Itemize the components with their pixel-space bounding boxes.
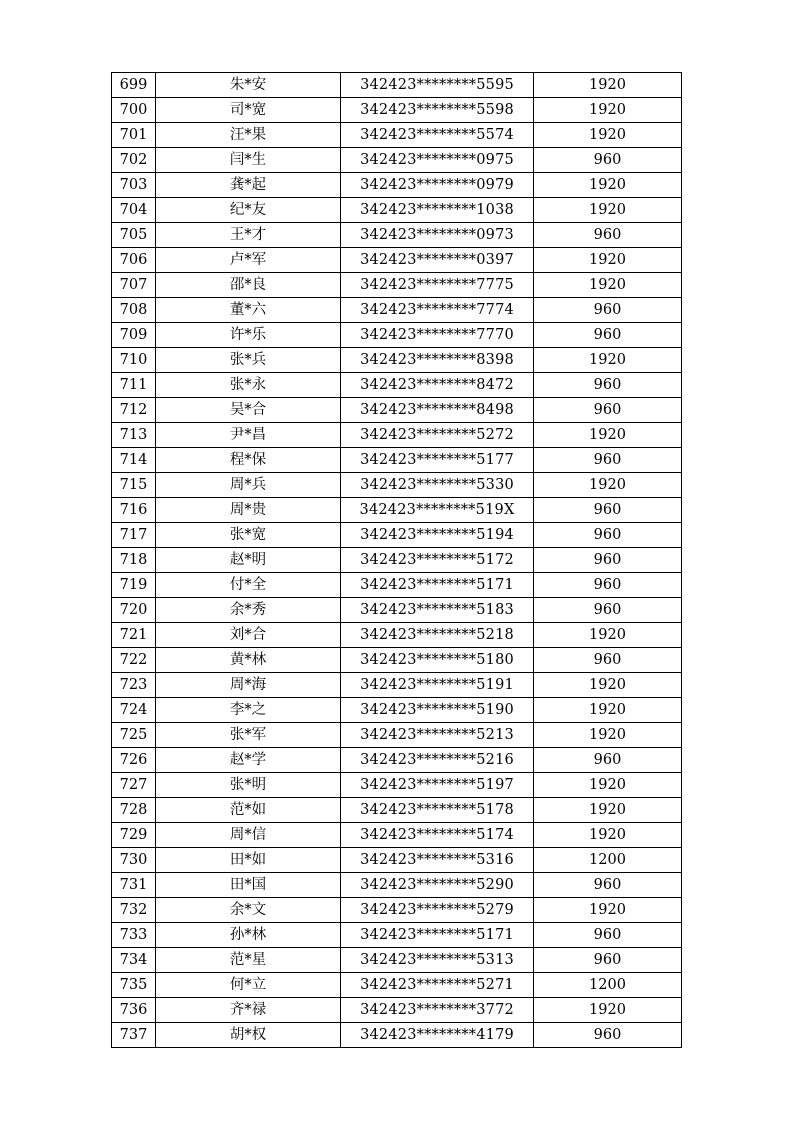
row-number-cell: 706 <box>112 248 156 273</box>
amount-cell: 1920 <box>534 773 682 798</box>
id-number-cell: 342423********5171 <box>341 923 534 948</box>
name-cell: 范*星 <box>156 948 341 973</box>
amount-cell: 960 <box>534 948 682 973</box>
id-number-cell: 342423********5598 <box>341 98 534 123</box>
amount-cell: 1920 <box>534 673 682 698</box>
amount-cell: 960 <box>534 298 682 323</box>
name-cell: 周*信 <box>156 823 341 848</box>
name-cell: 余*文 <box>156 898 341 923</box>
row-number-cell: 723 <box>112 673 156 698</box>
row-number-cell: 737 <box>112 1023 156 1048</box>
id-number-cell: 342423********5174 <box>341 823 534 848</box>
id-number-cell: 342423********0973 <box>341 223 534 248</box>
row-number-cell: 714 <box>112 448 156 473</box>
row-number-cell: 731 <box>112 873 156 898</box>
row-number-cell: 733 <box>112 923 156 948</box>
amount-cell: 1200 <box>534 848 682 873</box>
amount-cell: 960 <box>534 373 682 398</box>
id-number-cell: 342423********5183 <box>341 598 534 623</box>
id-number-cell: 342423********5178 <box>341 798 534 823</box>
name-cell: 余*秀 <box>156 598 341 623</box>
table-row <box>112 598 682 623</box>
id-number-cell: 342423********5271 <box>341 973 534 998</box>
name-cell: 赵*学 <box>156 748 341 773</box>
row-number-cell: 724 <box>112 698 156 723</box>
id-number-cell: 342423********5216 <box>341 748 534 773</box>
table-row <box>112 198 682 223</box>
table-row <box>112 398 682 423</box>
amount-cell: 1920 <box>534 473 682 498</box>
id-number-cell: 342423********5172 <box>341 548 534 573</box>
table-row <box>112 98 682 123</box>
amount-cell: 960 <box>534 498 682 523</box>
table-row <box>112 748 682 773</box>
table-row <box>112 973 682 998</box>
table-row <box>112 148 682 173</box>
amount-cell: 1920 <box>534 123 682 148</box>
table-row <box>112 948 682 973</box>
table-row <box>112 998 682 1023</box>
id-number-cell: 342423********8498 <box>341 398 534 423</box>
name-cell: 王*才 <box>156 223 341 248</box>
amount-cell: 1920 <box>534 198 682 223</box>
name-cell: 汪*果 <box>156 123 341 148</box>
amount-cell: 960 <box>534 448 682 473</box>
amount-cell: 1920 <box>534 623 682 648</box>
id-number-cell: 342423********5279 <box>341 898 534 923</box>
amount-cell: 960 <box>534 523 682 548</box>
id-number-cell: 342423********5171 <box>341 573 534 598</box>
row-number-cell: 732 <box>112 898 156 923</box>
id-number-cell: 342423********5218 <box>341 623 534 648</box>
name-cell: 赵*明 <box>156 548 341 573</box>
id-number-cell: 342423********5190 <box>341 698 534 723</box>
amount-cell: 1920 <box>534 73 682 98</box>
table-row <box>112 623 682 648</box>
amount-cell: 1920 <box>534 823 682 848</box>
name-cell: 董*六 <box>156 298 341 323</box>
row-number-cell: 728 <box>112 798 156 823</box>
id-number-cell: 342423********5194 <box>341 523 534 548</box>
name-cell: 司*宽 <box>156 98 341 123</box>
table-row <box>112 823 682 848</box>
name-cell: 胡*权 <box>156 1023 341 1048</box>
amount-cell: 1920 <box>534 423 682 448</box>
id-number-cell: 342423********3772 <box>341 998 534 1023</box>
id-number-cell: 342423********7774 <box>341 298 534 323</box>
table-row <box>112 848 682 873</box>
row-number-cell: 730 <box>112 848 156 873</box>
row-number-cell: 713 <box>112 423 156 448</box>
table-row <box>112 323 682 348</box>
id-number-cell: 342423********5595 <box>341 73 534 98</box>
amount-cell: 960 <box>534 873 682 898</box>
amount-cell: 960 <box>534 748 682 773</box>
table-row <box>112 548 682 573</box>
amount-cell: 1920 <box>534 723 682 748</box>
amount-cell: 960 <box>534 923 682 948</box>
table-row <box>112 473 682 498</box>
amount-cell: 1920 <box>534 798 682 823</box>
roster-table <box>111 72 682 1048</box>
name-cell: 周*海 <box>156 673 341 698</box>
table-row <box>112 448 682 473</box>
roster-table-body <box>112 73 682 1048</box>
name-cell: 张*永 <box>156 373 341 398</box>
row-number-cell: 720 <box>112 598 156 623</box>
name-cell: 张*宽 <box>156 523 341 548</box>
name-cell: 纪*友 <box>156 198 341 223</box>
name-cell: 周*贵 <box>156 498 341 523</box>
name-cell: 李*之 <box>156 698 341 723</box>
row-number-cell: 721 <box>112 623 156 648</box>
amount-cell: 960 <box>534 573 682 598</box>
id-number-cell: 342423********5574 <box>341 123 534 148</box>
amount-cell: 960 <box>534 223 682 248</box>
name-cell: 范*如 <box>156 798 341 823</box>
table-row <box>112 73 682 98</box>
id-number-cell: 342423********5197 <box>341 773 534 798</box>
amount-cell: 960 <box>534 398 682 423</box>
id-number-cell: 342423********0975 <box>341 148 534 173</box>
row-number-cell: 734 <box>112 948 156 973</box>
row-number-cell: 703 <box>112 173 156 198</box>
id-number-cell: 342423********5180 <box>341 648 534 673</box>
row-number-cell: 700 <box>112 98 156 123</box>
amount-cell: 960 <box>534 548 682 573</box>
row-number-cell: 708 <box>112 298 156 323</box>
name-cell: 刘*合 <box>156 623 341 648</box>
table-row <box>112 773 682 798</box>
amount-cell: 1200 <box>534 973 682 998</box>
id-number-cell: 342423********5290 <box>341 873 534 898</box>
amount-cell: 1920 <box>534 173 682 198</box>
amount-cell: 960 <box>534 648 682 673</box>
row-number-cell: 709 <box>112 323 156 348</box>
id-number-cell: 342423********5272 <box>341 423 534 448</box>
row-number-cell: 719 <box>112 573 156 598</box>
row-number-cell: 711 <box>112 373 156 398</box>
name-cell: 朱*安 <box>156 73 341 98</box>
id-number-cell: 342423********5330 <box>341 473 534 498</box>
table-row <box>112 698 682 723</box>
id-number-cell: 342423********7775 <box>341 273 534 298</box>
amount-cell: 960 <box>534 598 682 623</box>
row-number-cell: 716 <box>112 498 156 523</box>
row-number-cell: 707 <box>112 273 156 298</box>
row-number-cell: 718 <box>112 548 156 573</box>
amount-cell: 1920 <box>534 273 682 298</box>
row-number-cell: 704 <box>112 198 156 223</box>
table-row <box>112 898 682 923</box>
name-cell: 程*保 <box>156 448 341 473</box>
name-cell: 付*全 <box>156 573 341 598</box>
table-row <box>112 498 682 523</box>
amount-cell: 1920 <box>534 698 682 723</box>
id-number-cell: 342423********8472 <box>341 373 534 398</box>
id-number-cell: 342423********4179 <box>341 1023 534 1048</box>
name-cell: 邵*良 <box>156 273 341 298</box>
table-row <box>112 373 682 398</box>
amount-cell: 1920 <box>534 348 682 373</box>
table-row <box>112 298 682 323</box>
table-row <box>112 1023 682 1048</box>
name-cell: 闫*生 <box>156 148 341 173</box>
amount-cell: 960 <box>534 148 682 173</box>
row-number-cell: 735 <box>112 973 156 998</box>
table-row <box>112 673 682 698</box>
name-cell: 田*如 <box>156 848 341 873</box>
table-row <box>112 923 682 948</box>
row-number-cell: 725 <box>112 723 156 748</box>
row-number-cell: 699 <box>112 73 156 98</box>
row-number-cell: 701 <box>112 123 156 148</box>
table-row <box>112 723 682 748</box>
table-row <box>112 348 682 373</box>
table-row <box>112 523 682 548</box>
name-cell: 卢*军 <box>156 248 341 273</box>
row-number-cell: 727 <box>112 773 156 798</box>
id-number-cell: 342423********8398 <box>341 348 534 373</box>
row-number-cell: 717 <box>112 523 156 548</box>
row-number-cell: 715 <box>112 473 156 498</box>
table-row <box>112 273 682 298</box>
name-cell: 龚*起 <box>156 173 341 198</box>
row-number-cell: 726 <box>112 748 156 773</box>
name-cell: 何*立 <box>156 973 341 998</box>
amount-cell: 1920 <box>534 898 682 923</box>
name-cell: 尹*昌 <box>156 423 341 448</box>
table-row <box>112 873 682 898</box>
id-number-cell: 342423********1038 <box>341 198 534 223</box>
row-number-cell: 705 <box>112 223 156 248</box>
id-number-cell: 342423********7770 <box>341 323 534 348</box>
row-number-cell: 710 <box>112 348 156 373</box>
name-cell: 齐*禄 <box>156 998 341 1023</box>
id-number-cell: 342423********0979 <box>341 173 534 198</box>
name-cell: 田*国 <box>156 873 341 898</box>
id-number-cell: 342423********5213 <box>341 723 534 748</box>
table-row <box>112 248 682 273</box>
id-number-cell: 342423********5313 <box>341 948 534 973</box>
table-row <box>112 648 682 673</box>
row-number-cell: 722 <box>112 648 156 673</box>
table-row <box>112 173 682 198</box>
table-row <box>112 573 682 598</box>
name-cell: 张*兵 <box>156 348 341 373</box>
name-cell: 张*军 <box>156 723 341 748</box>
table-row <box>112 123 682 148</box>
name-cell: 周*兵 <box>156 473 341 498</box>
name-cell: 黄*林 <box>156 648 341 673</box>
id-number-cell: 342423********0397 <box>341 248 534 273</box>
name-cell: 许*乐 <box>156 323 341 348</box>
id-number-cell: 342423********519X <box>341 498 534 523</box>
table-row <box>112 223 682 248</box>
id-number-cell: 342423********5191 <box>341 673 534 698</box>
row-number-cell: 702 <box>112 148 156 173</box>
table-row <box>112 423 682 448</box>
amount-cell: 960 <box>534 1023 682 1048</box>
amount-cell: 1920 <box>534 248 682 273</box>
name-cell: 孙*林 <box>156 923 341 948</box>
amount-cell: 1920 <box>534 98 682 123</box>
amount-cell: 960 <box>534 323 682 348</box>
row-number-cell: 712 <box>112 398 156 423</box>
row-number-cell: 736 <box>112 998 156 1023</box>
id-number-cell: 342423********5316 <box>341 848 534 873</box>
id-number-cell: 342423********5177 <box>341 448 534 473</box>
name-cell: 吴*合 <box>156 398 341 423</box>
table-row <box>112 798 682 823</box>
amount-cell: 1920 <box>534 998 682 1023</box>
name-cell: 张*明 <box>156 773 341 798</box>
row-number-cell: 729 <box>112 823 156 848</box>
